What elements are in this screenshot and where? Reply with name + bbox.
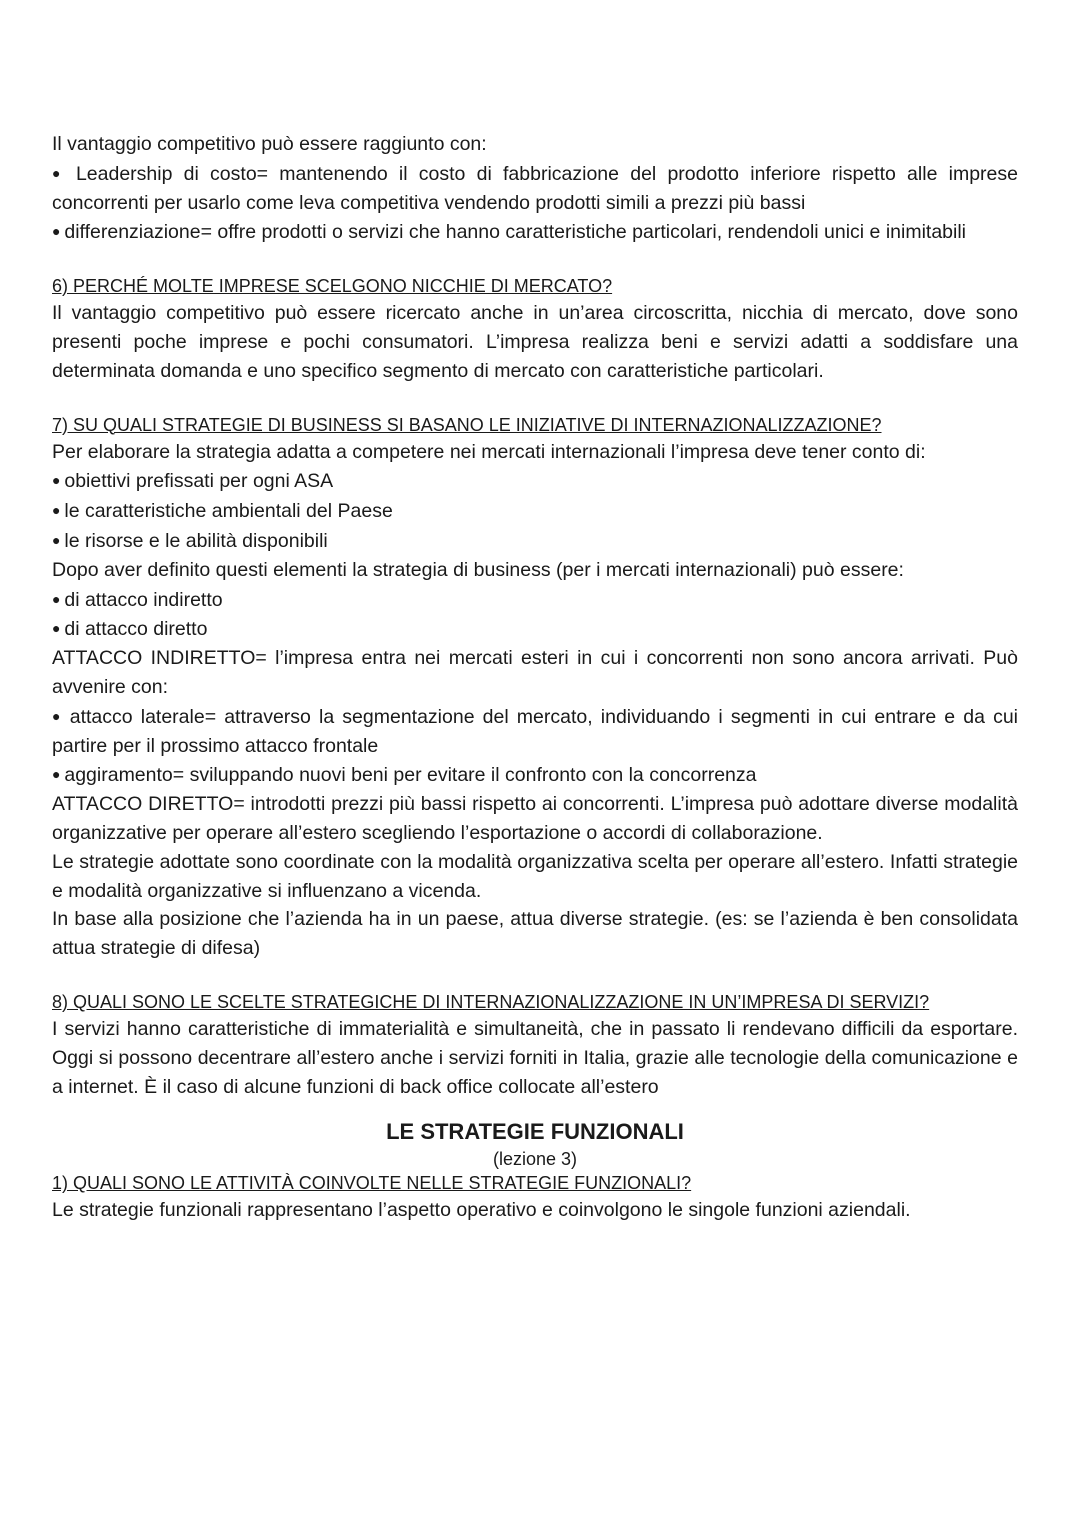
strategy-type-item: ● di attacco diretto — [52, 614, 1018, 644]
attacco-diretto-text: ATTACCO DIRETTO= introdotti prezzi più bassi rispetto ai concorrenti. L’impresa può adottare diverse modalità organizzative per operare all’estero scegliendo l’esportazione o accordi di collaborazione. — [52, 793, 1018, 844]
question-7-intro: Per elaborare la strategia adatta a competere nei mercati internazionali l’impresa deve tener conto di: — [52, 440, 926, 463]
bullet-leadership: ● Leadership di costo= mantenendo il costo di fabbricazione del prodotto inferiore rispetto alle imprese concorrenti per usarlo come leva competitiva vendendo prodotti simili a prezzi più bassi — [52, 159, 1018, 218]
attacco-indiretto-text: ATTACCO INDIRETTO= l’impresa entra nei mercati esteri in cui i concorrenti non sono ancora arrivati. Può avvenire con: — [52, 647, 1018, 698]
lesson-label: (lezione 3) — [492, 1149, 578, 1170]
attacco-laterale-item: ● attacco laterale= attraverso la segmentazione del mercato, individuando i segmenti in cui entrare e da cui partire per il prossimo attacco frontale — [52, 702, 1018, 761]
document-page — [52, 130, 1018, 1225]
factor-item: ● le risorse e le abilità disponibili — [52, 526, 1018, 556]
question-8-text: I servizi hanno caratteristiche di immaterialità e simultaneità, che in passato li rendevano difficili da esportare. Oggi si possono decentrare all’estero anche i servizi forniti in Italia, grazie alle tecnologie della comunicazione e a internet. È il caso di alcune funzioni di back office collocate all’estero — [52, 1017, 1018, 1098]
question-6-title: 6) PERCHÉ MOLTE IMPRESE SCELGONO NICCHIE DI MERCATO? — [52, 276, 613, 297]
coordination-text: Le strategie adottate sono coordinate con la modalità organizzativa scelta per operare all’estero. Infatti strategie e modalità organizzative si influenzano a vicenda. — [52, 850, 1018, 902]
section-question-1-title: 1) QUALI SONO LE ATTIVITÀ COINVOLTE NELLE STRATEGIE FUNZIONALI? — [52, 1173, 692, 1194]
factor-item: ● obiettivi prefissati per ogni ASA — [52, 466, 1018, 496]
question-7-title: 7) SU QUALI STRATEGIE DI BUSINESS SI BASANO LE INIZIATIVE DI INTERNAZIONALIZZAZIONE? — [52, 414, 882, 435]
question-7-after: Dopo aver definito questi elementi la strategia di business (per i mercati internazionali) può essere: — [52, 558, 904, 581]
position-text: In base alla posizione che l’azienda ha in un paese, attua diverse strategie. (es: se l’azienda è ben consolidata attua strategie di difesa) — [52, 908, 1018, 960]
section-heading: LE STRATEGIE FUNZIONALI — [386, 1119, 684, 1145]
factor-item: ● le caratteristiche ambientali del Paese — [52, 496, 1018, 526]
bullet-differenziazione: ● differenziazione= offre prodotti o servizi che hanno caratteristiche particolari, rendendoli unici e inimitabili — [52, 217, 1018, 247]
intro-line: Il vantaggio competitivo può essere raggiunto con: — [52, 133, 487, 155]
section-question-1-text: Le strategie funzionali rappresentano l’aspetto operativo e coinvolgono le singole funzioni aziendali. — [52, 1199, 911, 1222]
question-8-title: 8) QUALI SONO LE SCELTE STRATEGICHE DI INTERNAZIONALIZZAZIONE IN UN’IMPRESA DI SERVIZI? — [52, 991, 930, 1012]
strategy-type-item: ● di attacco indiretto — [52, 585, 1018, 615]
aggiramento-item: ● aggiramento= sviluppando nuovi beni per evitare il confronto con la concorrenza — [52, 760, 1018, 790]
question-6-text: Il vantaggio competitivo può essere ricercato anche in un’area circoscritta, nicchia di mercato, dove sono presenti poche imprese e pochi consumatori. L’impresa realizza beni e servizi adatti a soddisfare una determinata domanda e uno specifico segmento di mercato con caratteristiche particolari. — [52, 302, 1018, 382]
